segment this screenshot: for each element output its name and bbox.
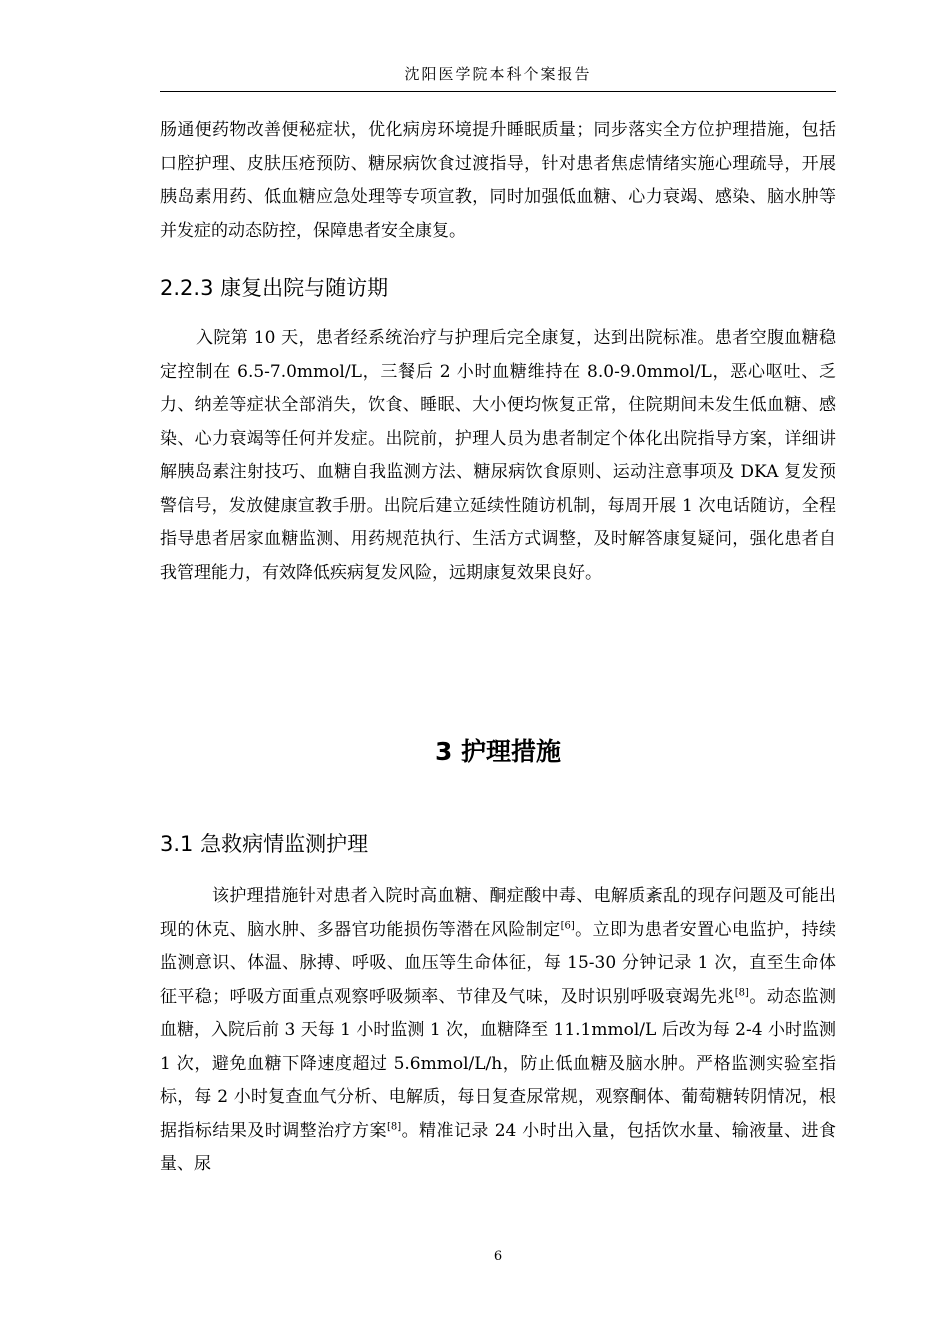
page-number: 6	[493, 1249, 503, 1264]
paragraph-text-part-4: 。精准记录 24 小时出入量，包括饮水量、输液量、进食量、尿	[160, 1120, 836, 1174]
citation-ref-6: [6]	[560, 919, 575, 931]
section-2-2-3-paragraph: 入院第 10 天，患者经系统治疗与护理后完全康复，达到出院标准。患者空腹血糖稳定控制在 6.5-7.0mmol/L，三餐后 2 小时血糖维持在 8.0-9.0mmol/L，恶心呕吐、乏力、纳差等症状全部消失，饮食、睡眠、大小便均恢复正常，住院期间未发生低血糖、感染、心力衰竭等任何并发症。出院前，护理人员为患者制定个体化出院指导方案，详细讲解胰岛素注射技巧、血糖自我监测方法、糖尿病饮食原则、运动注意事项及 DKA 复发预警信号，发放健康宣教手册。出院后建立延续性随访机制，每周开展 1 次电话随访，全程指导患者居家血糖监测、用药规范执行、生活方式调整，及时解答康复疑问，强化患者自我管理能力，有效降低疾病复发风险，远期康复效果良好。	[160, 328, 836, 583]
section-heading-2-2-3: 2.2.3 康复出院与随访期	[160, 276, 389, 300]
section-heading-3-1: 3.1 急救病情监测护理	[160, 832, 369, 856]
paragraph-text-part-2: 。立即为患者安置心电监护，持续监测意识、体温、脉搏、呼吸、血压等生命体征，每 15-30 分钟记录 1 次，直至生命体征平稳；呼吸方面重点观察呼吸频率、节律及气味，及时识别呼吸衰竭先兆	[160, 919, 837, 1007]
section-3-1-paragraph	[160, 880, 836, 1182]
citation-ref-8: [8]	[734, 986, 749, 998]
header-divider	[160, 91, 836, 92]
paragraph-text-part-3: 。动态监测血糖，入院后前 3 天每 1 小时监测 1 次，血糖降至 11.1mmol/L 后改为每 2-4 小时监测 1 次，避免血糖下降速度超过 5.6mmol/L/h，防止低血糖及脑水肿。严格监测实验室指标，每 2 小时复查血气分析、电解质，每日复查尿常规，观察酮体、葡萄糖转阴情况，根据指标结果及时调整治疗方案	[160, 986, 837, 1141]
paragraph-text-part-1: 该护理措施针对患者入院时高血糖、酮症酸中毒、电解质紊乱的现存问题及可能出现的休克、脑水肿、多器官功能损伤等潜在风险制定	[160, 886, 836, 940]
citation-ref-8: [8]	[386, 1120, 402, 1132]
continued-paragraph: 肠通便药物改善便秘症状，优化病房环境提升睡眠质量；同步落实全方位护理措施，包括口腔护理、皮肤压疮预防、糖尿病饮食过渡指导，针对患者焦虑情绪实施心理疏导，开展胰岛素用药、低血糖应急处理等专项宣教，同时加强低血糖、心力衰竭、感染、脑水肿等并发症的动态防控，保障患者安全康复。	[160, 120, 836, 241]
chapter-heading-3: 3 护理措施	[434, 737, 562, 766]
running-header: 沈阳医学院本科个案报告	[404, 65, 592, 83]
